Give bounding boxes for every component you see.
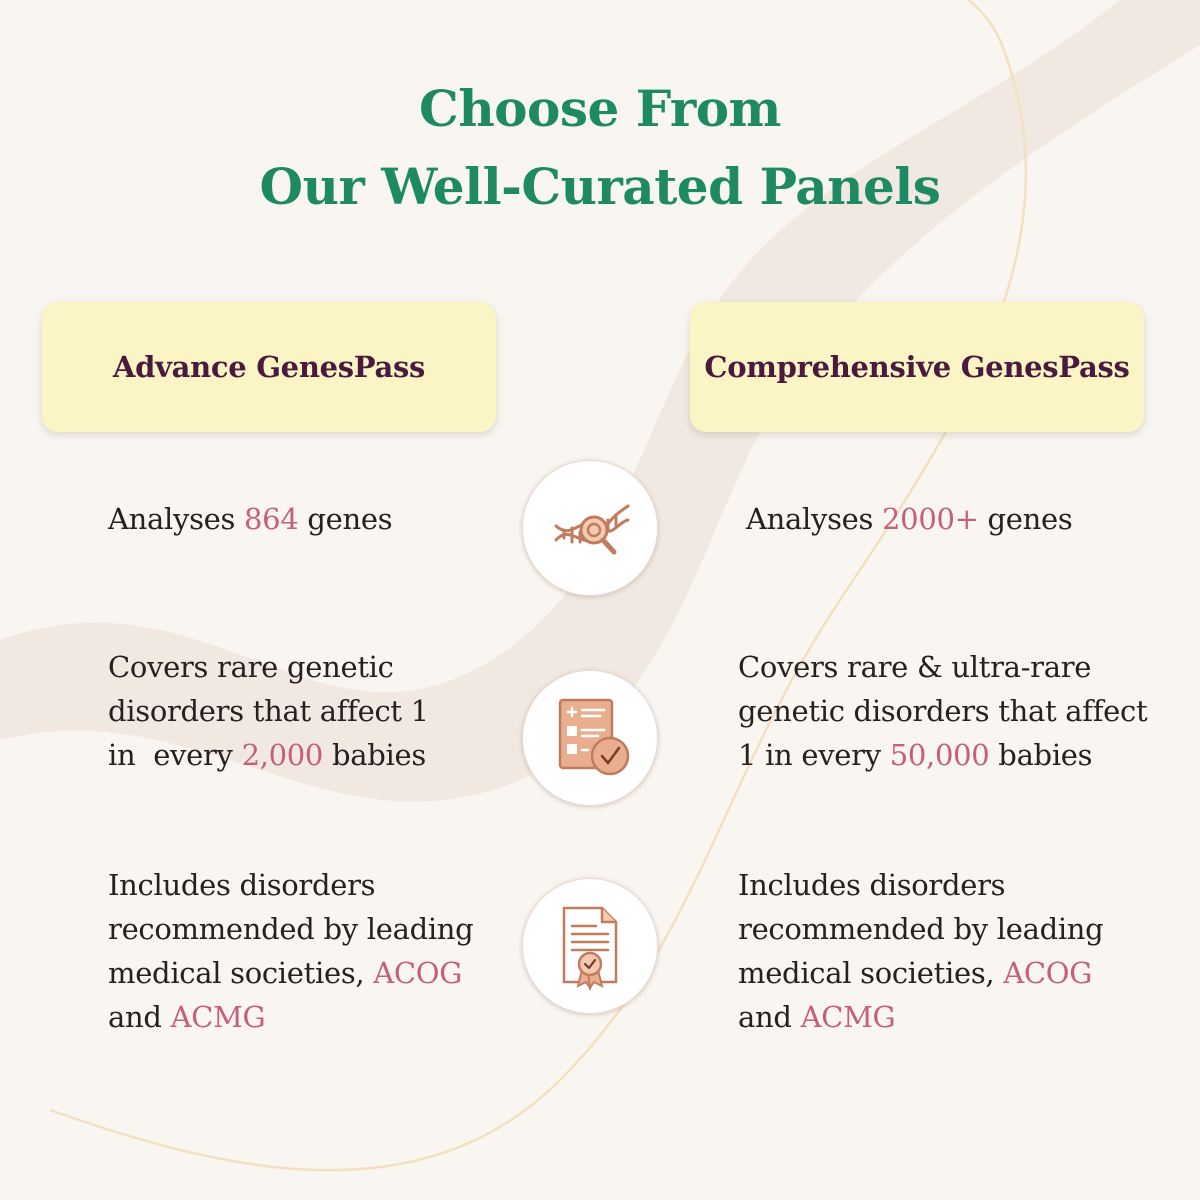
left-coverage-prefix: in every <box>108 738 242 772</box>
right-coverage-text <box>738 645 1147 777</box>
right-coverage-line-3 <box>738 733 1147 777</box>
left-coverage-text <box>108 645 429 777</box>
left-coverage-line-3 <box>108 733 429 777</box>
left-genes-suffix: genes <box>298 502 393 536</box>
right-genes-text <box>746 497 1073 541</box>
right-genes-prefix: Analyses <box>746 502 883 536</box>
right-includes-text <box>738 863 1103 1039</box>
left-includes-line-1: Includes disorders <box>108 868 376 902</box>
dna-magnifier-icon <box>522 460 658 596</box>
right-coverage-prefix: 1 in every <box>738 738 890 772</box>
left-coverage-value: 2,000 <box>241 738 324 772</box>
left-includes-and: and <box>108 1000 171 1034</box>
checklist-icon <box>522 670 658 806</box>
title-line-1: Choose From <box>419 79 781 138</box>
right-genes-suffix: genes <box>978 502 1073 536</box>
right-coverage-line-1: Covers rare & ultra-rare <box>738 650 1092 684</box>
panel-pill-advance <box>42 302 496 432</box>
left-acmg: ACMG <box>170 1000 266 1034</box>
right-acmg: ACMG <box>800 1000 896 1034</box>
left-genes-prefix: Analyses <box>108 502 245 536</box>
right-includes-and: and <box>738 1000 801 1034</box>
left-genes-text <box>108 497 392 541</box>
right-includes-prefix: medical societies, <box>738 956 1004 990</box>
left-includes-prefix: medical societies, <box>108 956 374 990</box>
right-includes-line-2: recommended by leading <box>738 912 1104 946</box>
right-includes-line-3 <box>738 951 1103 995</box>
left-coverage-suffix: babies <box>323 738 426 772</box>
certificate-document-icon <box>522 878 658 1014</box>
left-genes-value: 864 <box>244 502 299 536</box>
right-genes-value: 2000+ <box>882 502 979 536</box>
right-includes-line-1: Includes disorders <box>738 868 1006 902</box>
right-coverage-suffix: babies <box>989 738 1093 772</box>
left-includes-text <box>108 863 473 1039</box>
right-acog: ACOG <box>1003 956 1093 990</box>
right-coverage-line-2: genetic disorders that affect <box>738 694 1148 728</box>
left-includes-line-3 <box>108 951 473 995</box>
page-title <box>0 70 1200 226</box>
left-coverage-line-2: disorders that affect 1 <box>108 694 429 728</box>
left-acog: ACOG <box>373 956 463 990</box>
left-includes-line-4 <box>108 995 473 1039</box>
panel-name-comprehensive: Comprehensive GenesPass <box>704 350 1130 384</box>
panel-pill-comprehensive <box>690 302 1144 432</box>
title-line-2: Our Well-Curated Panels <box>259 157 941 216</box>
left-coverage-line-1: Covers rare genetic <box>108 650 394 684</box>
right-includes-line-4 <box>738 995 1103 1039</box>
panel-name-advance: Advance GenesPass <box>112 350 426 384</box>
right-coverage-value: 50,000 <box>889 738 990 772</box>
left-includes-line-2: recommended by leading <box>108 912 474 946</box>
